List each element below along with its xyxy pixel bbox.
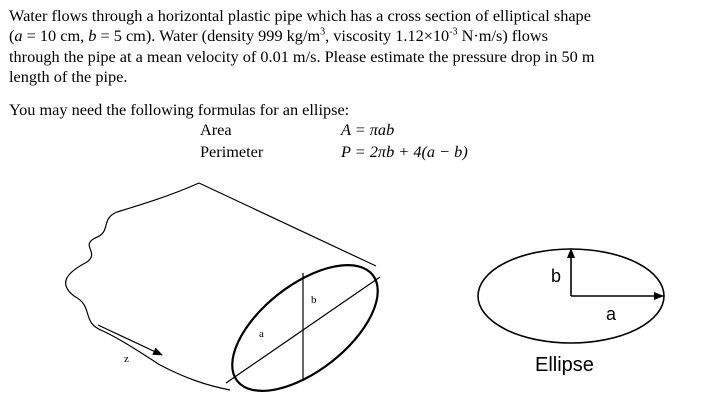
pipe-drawing [66,183,400,406]
pipe-label-z: z [124,353,129,365]
area-formula: A = πab [341,120,395,139]
ellipse-label-a: a [606,304,617,324]
ellipse-caption: Ellipse [535,354,594,376]
area-label: Area [200,120,232,139]
problem-line-4: length of the pipe. [9,66,128,86]
pipe-top-edge [199,183,376,266]
pipe-back-edge [66,183,230,390]
ellipse-diagram [478,249,664,343]
ellipse-label-b: b [551,266,562,286]
problem-line-3: through the pipe at a mean velocity of 0.01 m/s. Please estimate the pressure drop in 50 m [9,46,595,66]
problem-line-2: (a = 10 cm, b = 5 cm). Water (density 999 $kg/m^3$, viscosity $1.12\times 10^{-3}$ N·m/s) flows [9,26,548,46]
formula-intro: You may need the following formulas for an ellipse: [9,100,350,119]
perimeter-formula: P = 2πb + 4(a − b) [341,142,468,161]
pipe-label-a: a [259,328,264,340]
z-arrow [98,325,162,355]
pipe-end-ellipse [211,241,399,406]
problem-line-1: Water flows through a horizontal plastic pipe which has a cross section of elliptical shape [9,6,591,25]
perimeter-label: Perimeter [200,142,264,161]
pipe-label-b: b [311,294,317,306]
